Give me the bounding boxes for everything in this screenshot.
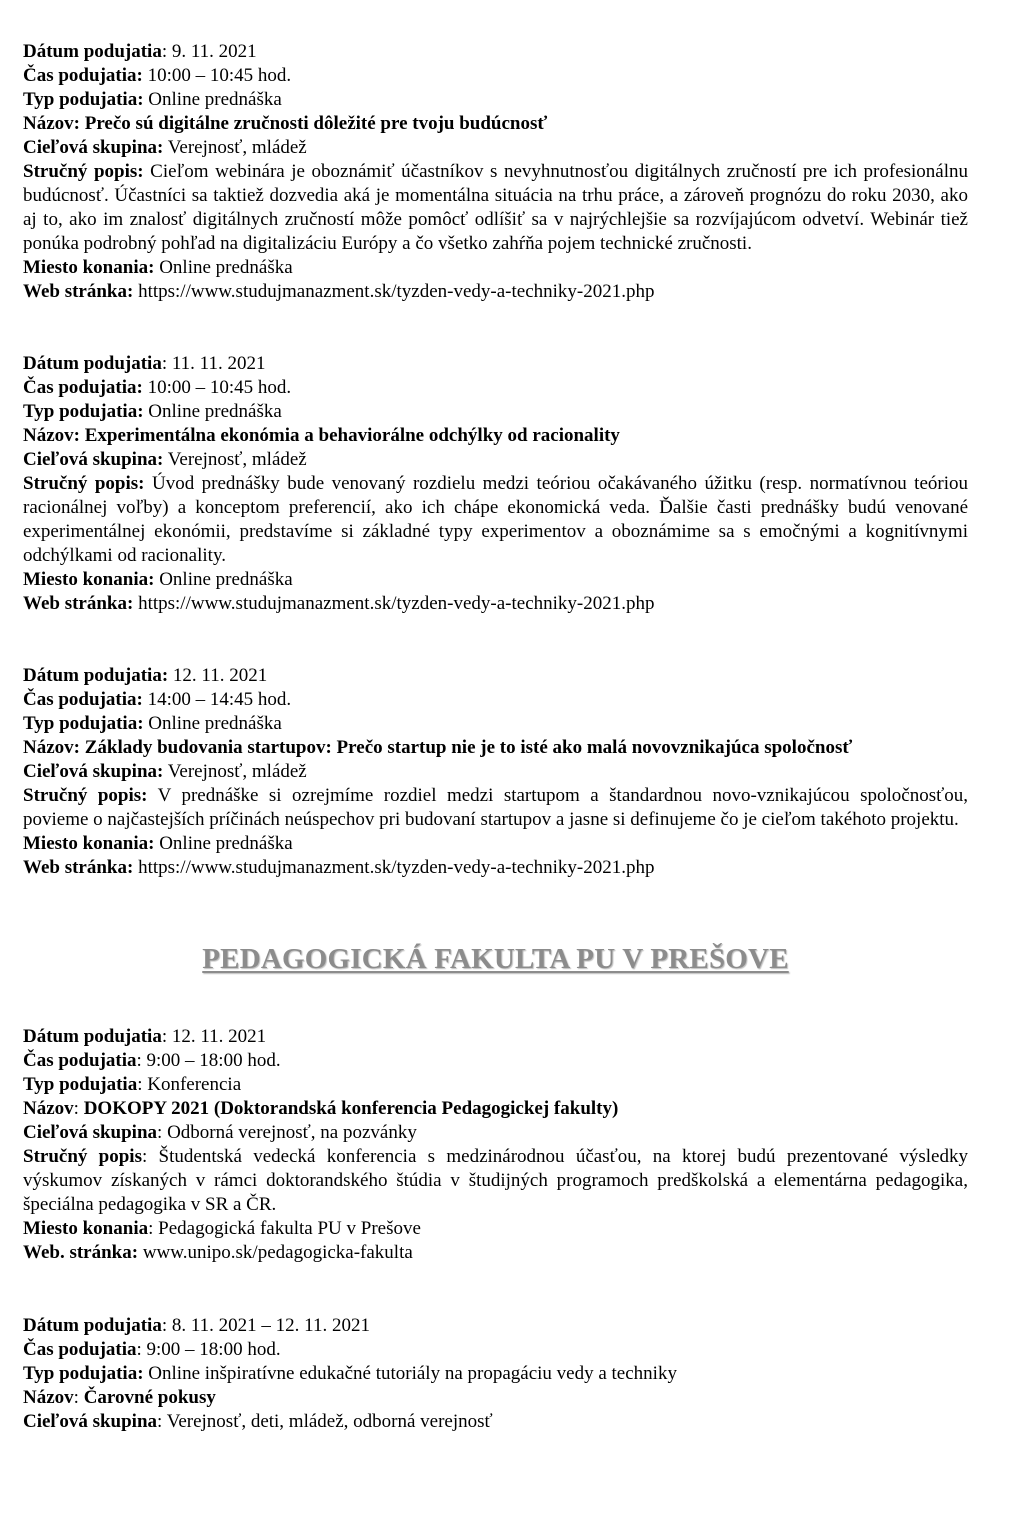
event-description: Úvod prednášky bude venovaný rozdielu medzi teóriou očakávaného úžitku (resp. normatívnou teóriou racionálnej voľby) a konceptom preferencií, ako ich chápe ekonomická veda. Ďalšie časti prednášky budú venované experimentálnej ekonómii, predstavíme si základné typy experimentov a oboznámime sa s emočnými a kognitívnymi odchýlkami od racionality. bbox=[23, 473, 969, 566]
event-venue: Pedagogická fakulta PU v Prešove bbox=[158, 1218, 421, 1239]
faculty-event-1 bbox=[23, 1025, 968, 1265]
event-date: 8. 11. 2021 – 12. 11. 2021 bbox=[171, 1315, 370, 1336]
event-1 bbox=[23, 40, 968, 304]
event-web-link[interactable]: https://www.studujmanazment.sk/tyzden-vedy-a-techniky-2021.php bbox=[138, 281, 655, 302]
event-venue: Online prednáška bbox=[159, 569, 293, 590]
event-description: V prednáške si ozrejmíme rozdiel medzi startupom a štandardnou novo-vznikajúcou spoločnosťou, povieme o najčastejších príčinách neúspechov pri budovaní startupov a jasne si definujeme čo je cieľom takéhoto projektu. bbox=[23, 785, 968, 830]
event-type-line: Typ podujatia: Online prednáška bbox=[23, 89, 282, 110]
event-description-line: Stručný popis: Študentská vedecká konferencia s medzinárodnou účasťou, na ktorej budú prezentované výsledky výskumov získaných v rámci doktorandského štúdia v študijných programoch predškolská a elementárna pedagogika, špeciálna pedagogika v SR a ČR. bbox=[23, 1146, 968, 1215]
event-title: Prečo sú digitálne zručnosti dôležité pre tvoju budúcnosť bbox=[84, 113, 548, 134]
label-type: Typ podujatia bbox=[23, 713, 138, 734]
event-type-line: Typ podujatia: Konferencia bbox=[23, 1074, 242, 1095]
label-venue: Miesto konania bbox=[23, 1218, 149, 1239]
event-audience: Verejnosť, mládež bbox=[167, 761, 307, 782]
event-time: 14:00 – 14:45 hod. bbox=[147, 689, 292, 710]
event-web-link[interactable]: https://www.studujmanazment.sk/tyzden-vedy-a-techniky-2021.php bbox=[138, 857, 655, 878]
event-description: Cieľom webinára je oboznámiť účastníkov s nevyhnutnosťou digitálnych zručností pre ich profesionálnu budúcnosť. Účastníci sa taktiež dozvedia aká je momentálna situácia na trhu práce, a zároveň prognózu do roku 2030, ako aj to, ako im znalosť digitálnych zručností môže pomôcť odlíšiť sa v najrýchlejšie sa rozvíjajúcom odvetví. Webinár tiež ponúka podrobný pohľad na digitalizáciu Európy a čo všetko zahŕňa pojem technické zručnosti. bbox=[23, 161, 969, 254]
event-audience-line: Cieľová skupina: Odborná verejnosť, na pozvánky bbox=[23, 1122, 417, 1143]
label-date: Dátum podujatia bbox=[23, 1315, 162, 1336]
event-time-line: Čas podujatia: 9:00 – 18:00 hod. bbox=[23, 1050, 281, 1071]
label-date: Dátum podujatia bbox=[23, 665, 162, 686]
event-date-line: Dátum podujatia: 11. 11. 2021 bbox=[23, 353, 266, 374]
event-title: Experimentálna ekonómia a behaviorálne odchýlky od racionality bbox=[84, 425, 620, 446]
event-venue: Online prednáška bbox=[159, 257, 293, 278]
event-type: Online prednáška bbox=[148, 401, 282, 422]
event-type: Online inšpiratívne edukačné tutoriály na propagáciu vedy a techniky bbox=[148, 1363, 677, 1384]
label-title: Názov bbox=[23, 1387, 74, 1408]
label-time: Čas podujatia bbox=[23, 377, 137, 398]
event-venue-line: Miesto konania: Pedagogická fakulta PU v Prešove bbox=[23, 1218, 421, 1239]
label-time: Čas podujatia bbox=[23, 689, 137, 710]
label-venue: Miesto konania bbox=[23, 257, 149, 278]
label-title: Názov bbox=[23, 425, 74, 446]
label-description: Stručný popis bbox=[23, 785, 142, 806]
event-time: 10:00 – 10:45 hod. bbox=[147, 65, 292, 86]
event-audience-line: Cieľová skupina: Verejnosť, deti, mládež, odborná verejnosť bbox=[23, 1411, 493, 1432]
event-audience: Verejnosť, mládež bbox=[167, 449, 307, 470]
event-date-line: Dátum podujatia: 12. 11. 2021 bbox=[23, 665, 268, 686]
label-audience: Cieľová skupina bbox=[23, 1411, 158, 1432]
event-time-line: Čas podujatia: 10:00 – 10:45 hod. bbox=[23, 65, 292, 86]
label-web: Web. stránka bbox=[23, 1242, 132, 1263]
label-web: Web stránka bbox=[23, 281, 127, 302]
event-time: 9:00 – 18:00 hod. bbox=[146, 1339, 281, 1360]
event-date: 12. 11. 2021 bbox=[172, 665, 268, 686]
event-venue-line: Miesto konania: Online prednáška bbox=[23, 569, 293, 590]
label-description: Stručný popis bbox=[23, 1146, 142, 1167]
event-type-line: Typ podujatia: Online prednáška bbox=[23, 713, 282, 734]
label-type: Typ podujatia bbox=[23, 1074, 138, 1095]
label-audience: Cieľová skupina bbox=[23, 1122, 158, 1143]
faculty-event-2 bbox=[23, 1314, 968, 1434]
event-web-line: Web. stránka: www.unipo.sk/pedagogicka-fakulta bbox=[23, 1242, 413, 1263]
event-2 bbox=[23, 352, 968, 616]
label-audience: Cieľová skupina bbox=[23, 137, 158, 158]
event-web-line: Web stránka: https://www.studujmanazment.sk/tyzden-vedy-a-techniky-2021.php bbox=[23, 857, 655, 878]
event-time: 9:00 – 18:00 hod. bbox=[146, 1050, 281, 1071]
label-web: Web stránka bbox=[23, 593, 127, 614]
document-page bbox=[23, 40, 968, 1434]
event-audience-line: Cieľová skupina: Verejnosť, mládež bbox=[23, 449, 307, 470]
label-type: Typ podujatia bbox=[23, 1363, 138, 1384]
label-date: Dátum podujatia bbox=[23, 353, 162, 374]
event-description-line: Stručný popis: Úvod prednášky bude venovaný rozdielu medzi teóriou očakávaného úžitku (resp. normatívnou teóriou racionálnej voľby) a konceptom preferencií, ako ich chápe ekonomická veda. Ďalšie časti prednášky budú venované experimentálnej ekonómii, predstavíme si základné typy experimentov a oboznámime sa s emočnými a kognitívnymi odchýlkami od racionality. bbox=[23, 473, 969, 566]
event-time-line: Čas podujatia: 10:00 – 10:45 hod. bbox=[23, 377, 292, 398]
event-type: Konferencia bbox=[147, 1074, 242, 1095]
event-audience: Odborná verejnosť, na pozvánky bbox=[167, 1122, 417, 1143]
event-web-link[interactable]: www.unipo.sk/pedagogicka-fakulta bbox=[142, 1242, 413, 1263]
event-audience-line: Cieľová skupina: Verejnosť, mládež bbox=[23, 761, 307, 782]
event-description-line: Stručný popis: Cieľom webinára je oboznámiť účastníkov s nevyhnutnosťou digitálnych zručností pre ich profesionálnu budúcnosť. Účastníci sa taktiež dozvedia aká je momentálna situácia na trhu práce, a zároveň prognózu do roku 2030, ako aj to, ako im znalosť digitálnych zručností môže pomôcť odlíšiť sa v najrýchlejšie sa rozvíjajúcom odvetví. Webinár tiež ponúka podrobný pohľad na digitalizáciu Európy a čo všetko zahŕňa pojem technické zručnosti. bbox=[23, 161, 969, 254]
event-venue-line: Miesto konania: Online prednáška bbox=[23, 257, 293, 278]
event-title-line: Názov: Experimentálna ekonómia a behaviorálne odchýlky od racionality bbox=[23, 425, 620, 446]
label-date: Dátum podujatia bbox=[23, 41, 162, 62]
event-type: Online prednáška bbox=[148, 89, 282, 110]
event-3 bbox=[23, 664, 968, 880]
label-description: Stručný popis bbox=[23, 473, 139, 494]
event-web-line: Web stránka: https://www.studujmanazment.sk/tyzden-vedy-a-techniky-2021.php bbox=[23, 281, 655, 302]
event-title: DOKOPY 2021 (Doktorandská konferencia Pedagogickej fakulty) bbox=[83, 1098, 619, 1119]
label-date: Dátum podujatia bbox=[23, 1026, 162, 1047]
label-venue: Miesto konania bbox=[23, 833, 149, 854]
label-audience: Cieľová skupina bbox=[23, 449, 158, 470]
label-audience: Cieľová skupina bbox=[23, 761, 158, 782]
event-title-line: Názov: Základy budovania startupov: Prečo startup nie je to isté ako malá novovznikajúca spoločnosť bbox=[23, 737, 853, 758]
event-title-line: Názov: Prečo sú digitálne zručnosti dôležité pre tvoju budúcnosť bbox=[23, 113, 548, 134]
event-venue-line: Miesto konania: Online prednáška bbox=[23, 833, 293, 854]
event-date: 11. 11. 2021 bbox=[171, 353, 266, 374]
event-web-link[interactable]: https://www.studujmanazment.sk/tyzden-vedy-a-techniky-2021.php bbox=[138, 593, 655, 614]
label-type: Typ podujatia bbox=[23, 89, 138, 110]
event-web-line: Web stránka: https://www.studujmanazment.sk/tyzden-vedy-a-techniky-2021.php bbox=[23, 593, 655, 614]
label-type: Typ podujatia bbox=[23, 401, 138, 422]
event-venue: Online prednáška bbox=[159, 833, 293, 854]
event-title: Čarovné pokusy bbox=[83, 1387, 216, 1408]
event-title-line: Názov: Čarovné pokusy bbox=[23, 1387, 216, 1408]
event-time-line: Čas podujatia: 9:00 – 18:00 hod. bbox=[23, 1339, 281, 1360]
event-date-line: Dátum podujatia: 8. 11. 2021 – 12. 11. 2021 bbox=[23, 1315, 370, 1336]
event-audience-line: Cieľová skupina: Verejnosť, mládež bbox=[23, 137, 307, 158]
event-title: Základy budovania startupov: Prečo startup nie je to isté ako malá novovznikajúca spoločnosť bbox=[84, 737, 853, 758]
event-description: Študentská vedecká konferencia s medzinárodnou účasťou, na ktorej budú prezentované výsledky výskumov získaných v rámci doktorandského štúdia v študijných programoch predškolská a elementárna pedagogika, špeciálna pedagogika v SR a ČR. bbox=[23, 1146, 968, 1215]
event-date: 9. 11. 2021 bbox=[171, 41, 257, 62]
event-date-line: Dátum podujatia: 12. 11. 2021 bbox=[23, 1026, 267, 1047]
label-time: Čas podujatia bbox=[23, 1339, 137, 1360]
event-type: Online prednáška bbox=[148, 713, 282, 734]
label-title: Názov bbox=[23, 737, 74, 758]
event-audience: Verejnosť, mládež bbox=[167, 137, 307, 158]
faculty-heading: PEDAGOGICKÁ FAKULTA PU V PREŠOVE bbox=[202, 943, 789, 975]
event-time-line: Čas podujatia: 14:00 – 14:45 hod. bbox=[23, 689, 292, 710]
label-description: Stručný popis bbox=[23, 161, 138, 182]
label-time: Čas podujatia bbox=[23, 1050, 137, 1071]
label-venue: Miesto konania bbox=[23, 569, 149, 590]
label-title: Názov bbox=[23, 1098, 74, 1119]
event-description-line: Stručný popis: V prednáške si ozrejmíme rozdiel medzi startupom a štandardnou novo-vznikajúcou spoločnosťou, povieme o najčastejších príčinách neúspechov pri budovaní startupov a jasne si definujeme čo je cieľom takéhoto projektu. bbox=[23, 785, 968, 830]
event-title-line: Názov: DOKOPY 2021 (Doktorandská konferencia Pedagogickej fakulty) bbox=[23, 1098, 619, 1119]
event-date: 12. 11. 2021 bbox=[171, 1026, 267, 1047]
event-type-line: Typ podujatia: Online inšpiratívne edukačné tutoriály na propagáciu vedy a techniky bbox=[23, 1363, 677, 1384]
event-type-line: Typ podujatia: Online prednáška bbox=[23, 401, 282, 422]
label-title: Názov bbox=[23, 113, 74, 134]
event-time: 10:00 – 10:45 hod. bbox=[147, 377, 292, 398]
event-audience: Verejnosť, deti, mládež, odborná verejnosť bbox=[166, 1411, 493, 1432]
event-date-line: Dátum podujatia: 9. 11. 2021 bbox=[23, 41, 257, 62]
label-time: Čas podujatia bbox=[23, 65, 137, 86]
label-web: Web stránka bbox=[23, 857, 127, 878]
